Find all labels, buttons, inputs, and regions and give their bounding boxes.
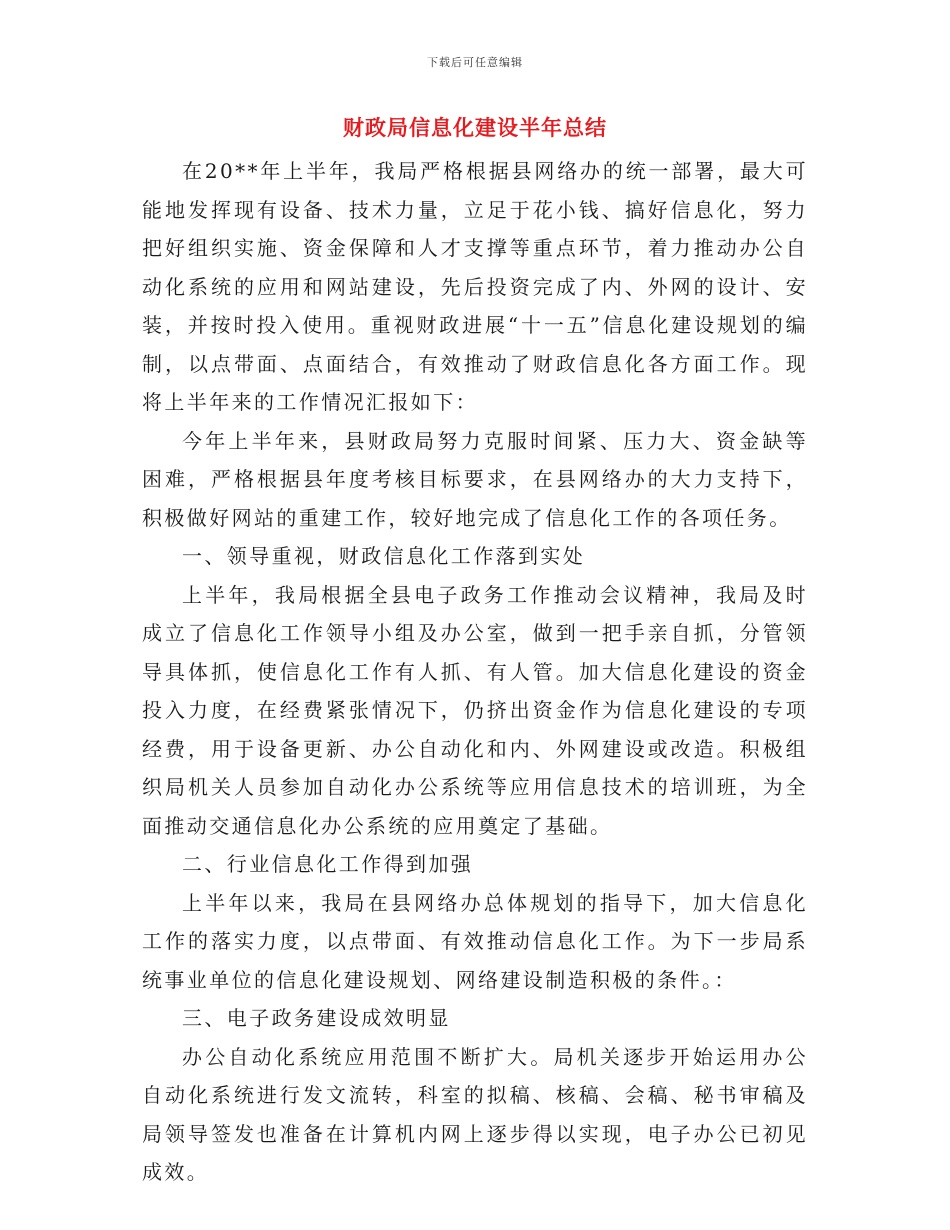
paragraph-section-3: 办公自动化系统应用范围不断扩大。局机关逐步开始运用办公自动化系统进行发文流转，科室的拟稿、核稿、会稿、秘书审稿及局领导签发也准备在计算机内网上逐步得以实现，电子办公已初见成效。 [142, 1044, 808, 1184]
header-note: 下载后可任意编辑 [427, 56, 523, 69]
document-body [142, 152, 808, 1192]
paragraph-section-2: 上半年以来，我局在县网络办总体规划的指导下，加大信息化工作的落实力度，以点带面、有效推动信息化工作。为下一步局系统事业单位的信息化建设规划、网络建设制造积极的条件。： [142, 890, 808, 992]
section-heading-1: 一、领导重视，财政信息化工作落到实处 [182, 544, 586, 568]
paragraph-intro: 在20**年上半年，我局严格根据县网络办的统一部署，最大可能地发挥现有设备、技术力量，立足于花小钱、搞好信息化，努力把好组织实施、资金保障和人才支撑等重点环节，着力推动办公自动化系统的应用和网站建设，先后投资完成了内、外网的设计、安装，并按时投入使用。重视财政进展“十一五”信息化建设规划的编制，以点带面、点面结合，有效推动了财政信息化各方面工作。现将上半年来的工作情况汇报如下： [142, 159, 808, 414]
section-heading-2: 二、行业信息化工作得到加强 [182, 852, 474, 876]
document-title: 财政局信息化建设半年总结 [343, 115, 607, 140]
section-heading-3: 三、电子政务建设成效明显 [182, 1006, 451, 1030]
paragraph-overview: 今年上半年来，县财政局努力克服时间紧、压力大、资金缺等困难，严格根据县年度考核目标要求，在县网络办的大力支持下，积极做好网站的重建工作，较好地完成了信息化工作的各项任务。 [142, 428, 808, 530]
paragraph-section-1: 上半年，我局根据全县电子政务工作推动会议精神，我局及时成立了信息化工作领导小组及办公室，做到一把手亲自抓，分管领导具体抓，使信息化工作有人抓、有人管。加大信息化建设的资金投入力度，在经费紧张情况下，仍挤出资金作为信息化建设的专项经费，用于设备更新、办公自动化和内、外网建设或改造。积极组织局机关人员参加自动化办公系统等应用信息技术的培训班，为全面推动交通信息化办公系统的应用奠定了基础。 [142, 582, 808, 838]
